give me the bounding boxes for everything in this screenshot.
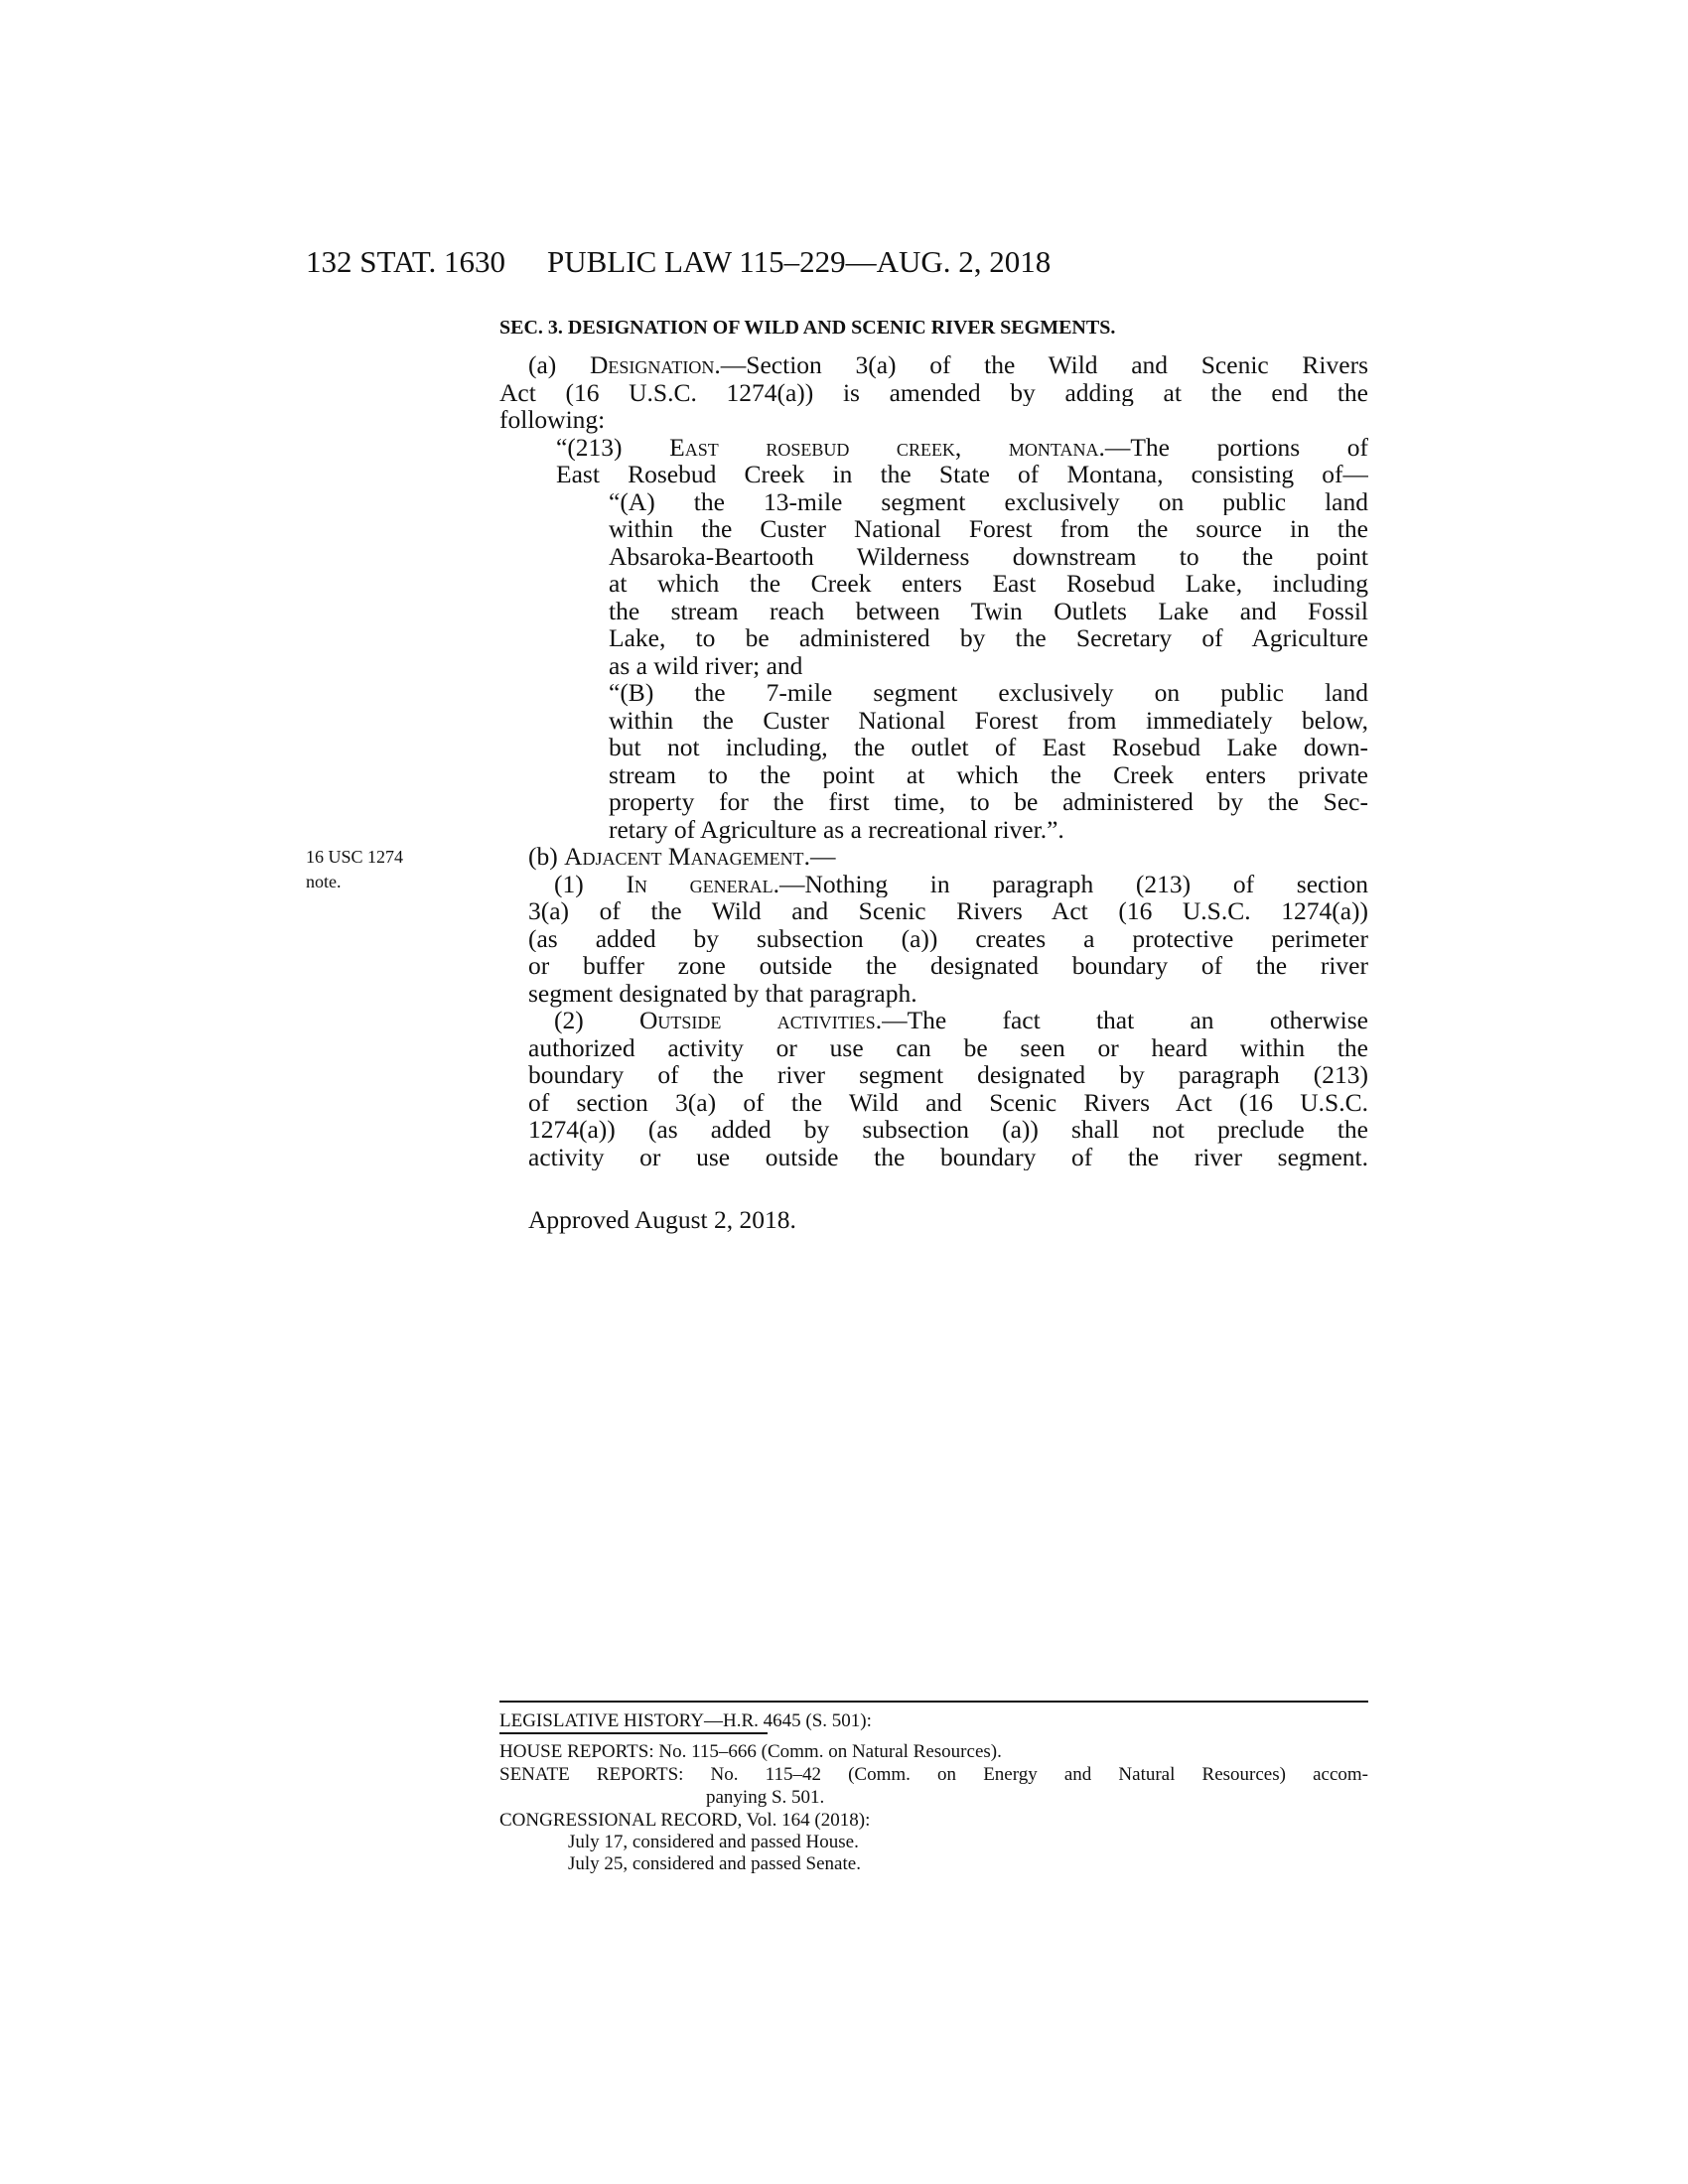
margin-note-citation: 16 USC 1274 xyxy=(306,847,404,867)
line-text: “(A) the 13-mile segment exclusively on public land xyxy=(609,487,1368,515)
senate-reports: SENATE REPORTS: No. 115–42 (Comm. on Energy and Natural Resources) accom- xyxy=(499,1764,1368,1785)
body-line xyxy=(609,788,1368,816)
body-line xyxy=(609,761,1368,789)
line-text: within the Custer National Forest from immediately below, xyxy=(609,706,1368,734)
line-text: .— xyxy=(803,842,836,871)
margin-note-label: note. xyxy=(306,872,342,891)
body-line xyxy=(528,1061,1368,1089)
body-line xyxy=(528,1144,1368,1171)
line-text: .—Section 3(a) of the Wild and Scenic Rivers xyxy=(714,351,1368,379)
body-line xyxy=(528,897,1368,925)
body-line xyxy=(609,543,1368,571)
line-text: property for the first time, to be administered by the Sec- xyxy=(609,788,1368,816)
line-text: segment designated by that paragraph. xyxy=(528,978,917,1008)
line-text: (as added by subsection (a)) creates a protective perimeter xyxy=(528,924,1368,952)
paragraph-heading: Adjacent Management xyxy=(564,842,804,871)
line-text: Absaroka-Beartooth Wilderness downstream to the point xyxy=(609,542,1368,570)
line-text: the stream reach between Twin Outlets Lake and Fossil xyxy=(609,597,1368,624)
paragraph-heading: Designation xyxy=(590,351,715,379)
body-line xyxy=(499,379,1368,407)
line-text: retary of Agriculture as a recreational river.”. xyxy=(609,814,1064,844)
body-line xyxy=(554,1007,1368,1034)
line-text: boundary of the river segment designated by paragraph (213) xyxy=(528,1061,1368,1089)
running-head-title: PUBLIC LAW 115–229—AUG. 2, 2018 xyxy=(547,244,1052,279)
section-heading: SEC. 3. DESIGNATION OF WILD AND SCENIC RIVER SEGMENTS. xyxy=(499,317,1116,339)
footer-short-rule xyxy=(499,1732,768,1734)
paragraph-heading: East rosebud creek, montana xyxy=(669,433,1099,461)
body-line xyxy=(609,707,1368,735)
senate-reports-continued: panying S. 501. xyxy=(706,1787,825,1808)
body-line xyxy=(609,515,1368,543)
body-line xyxy=(554,871,1368,898)
senate-action: July 25, considered and passed Senate. xyxy=(568,1853,861,1874)
body-line xyxy=(556,434,1368,462)
statute-page-number: 132 STAT. 1630 xyxy=(306,244,506,279)
house-reports: HOUSE REPORTS: No. 115–666 (Comm. on Natural Resources). xyxy=(499,1741,1002,1762)
line-text: 3(a) of the Wild and Scenic Rivers Act (16 U.S.C. 1274(a)) xyxy=(528,897,1368,925)
line-text: or buffer zone outside the designated boundary of the river xyxy=(528,952,1368,980)
line-text: activity or use outside the boundary of the river segment. xyxy=(528,1143,1368,1170)
paragraph-heading: In general xyxy=(626,870,774,897)
body-line xyxy=(528,1034,1368,1062)
line-text: East Rosebud Creek in the State of Montana, consisting of— xyxy=(556,461,1368,488)
paragraph-heading: Outside activities xyxy=(639,1007,876,1034)
body-line xyxy=(609,624,1368,652)
line-text: authorized activity or use can be seen or heard within the xyxy=(528,1033,1368,1061)
congressional-record: CONGRESSIONAL RECORD, Vol. 164 (2018): xyxy=(499,1810,871,1831)
body-line xyxy=(528,952,1368,980)
line-text: .—The portions of xyxy=(1098,433,1368,461)
line-text: at which the Creek enters East Rosebud Lake, including xyxy=(609,570,1368,598)
body-line xyxy=(556,461,1368,488)
line-text: 1274(a)) (as added by subsection (a)) shall not preclude the xyxy=(528,1116,1368,1144)
body-line xyxy=(528,980,1368,1008)
body-line xyxy=(528,925,1368,953)
line-text: as a wild river; and xyxy=(609,650,803,680)
line-text: “(213) xyxy=(556,433,670,461)
line-text: (2) xyxy=(554,1007,640,1034)
house-action: July 17, considered and passed House. xyxy=(568,1832,859,1852)
line-text: .—Nothing in paragraph (213) of section xyxy=(773,870,1368,897)
approval-date: Approved August 2, 2018. xyxy=(528,1205,796,1234)
body-line xyxy=(528,351,1368,379)
body-line xyxy=(528,843,1368,871)
line-text: Lake, to be administered by the Secretary of Agriculture xyxy=(609,624,1368,652)
body-line xyxy=(609,734,1368,761)
line-text: within the Custer National Forest from the source in the xyxy=(609,515,1368,543)
body-line xyxy=(609,816,1368,844)
body-line xyxy=(528,1116,1368,1144)
body-line xyxy=(609,488,1368,516)
line-text: (a) xyxy=(528,351,591,379)
body-line xyxy=(609,679,1368,707)
body-line xyxy=(609,598,1368,625)
line-text: following: xyxy=(499,405,606,434)
body-line xyxy=(499,406,1368,434)
line-text: but not including, the outlet of East Rosebud Lake down- xyxy=(609,734,1368,761)
line-text: stream to the point at which the Creek enters private xyxy=(609,760,1368,788)
footer-rule xyxy=(499,1701,1368,1703)
line-text: (b) xyxy=(528,842,565,871)
body-line xyxy=(609,652,1368,680)
line-text: “(B) the 7-mile segment exclusively on public land xyxy=(609,679,1368,707)
line-text: .—The fact that an otherwise xyxy=(875,1007,1368,1034)
line-text: (1) xyxy=(554,870,627,897)
legislative-history-title: LEGISLATIVE HISTORY—H.R. 4645 (S. 501): xyxy=(499,1710,872,1731)
body-line xyxy=(528,1089,1368,1117)
line-text: Act (16 U.S.C. 1274(a)) is amended by adding at the end the xyxy=(499,378,1368,406)
body-line xyxy=(609,570,1368,598)
line-text: of section 3(a) of the Wild and Scenic Rivers Act (16 U.S.C. xyxy=(528,1088,1368,1116)
